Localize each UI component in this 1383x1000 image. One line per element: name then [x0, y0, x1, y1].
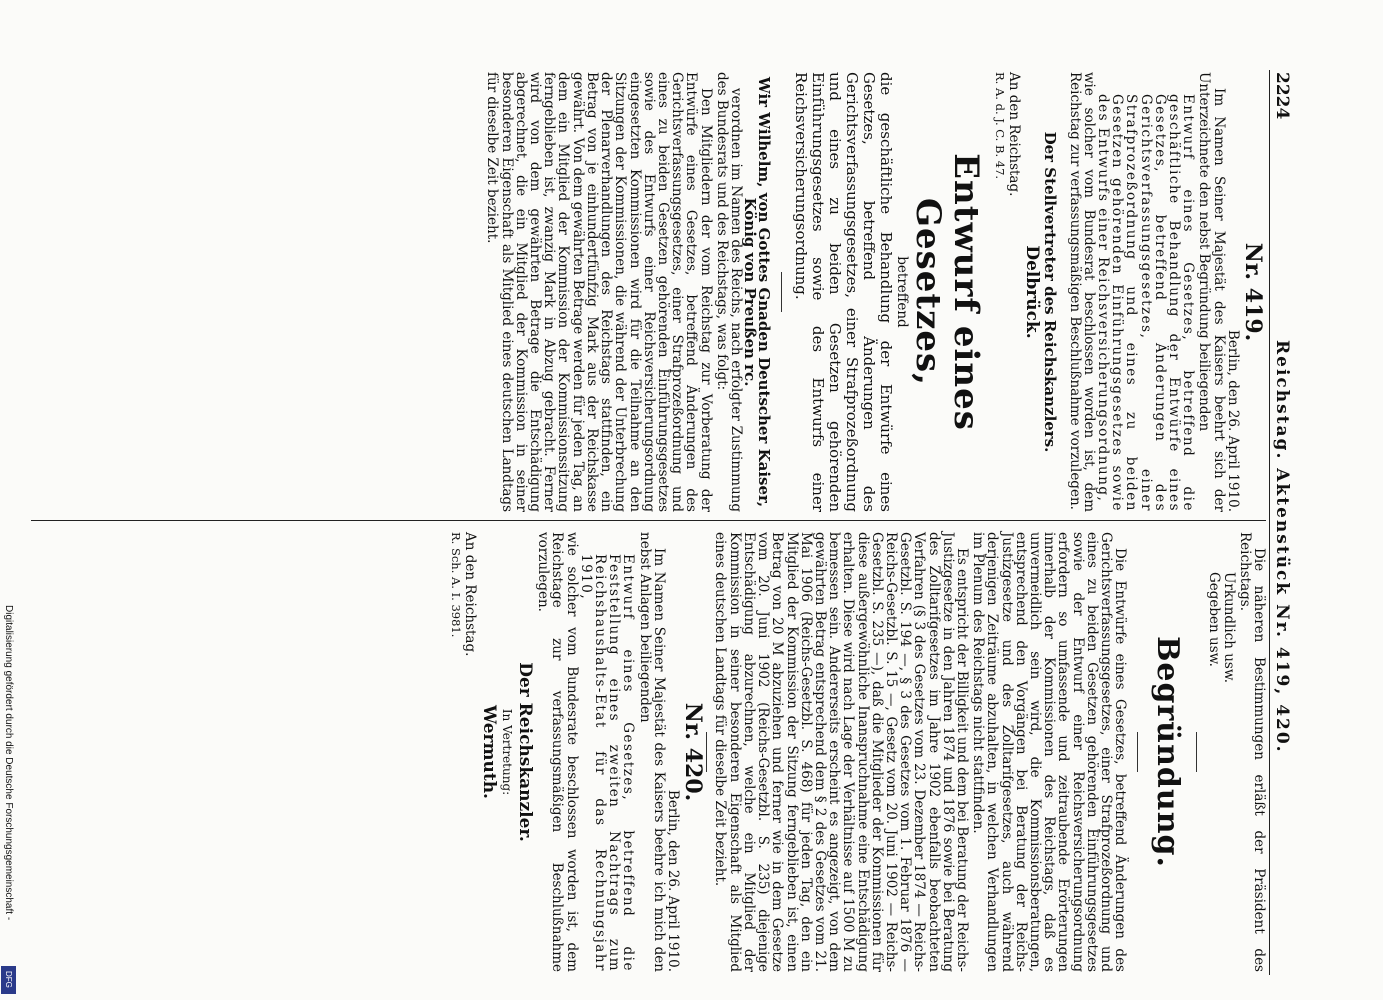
nr419-date: Berlin, den 26. April 1910. — [1224, 329, 1241, 512]
column-divider — [31, 520, 1266, 521]
page-header-title: Reichstag. Aktenstück Nr. 419, 420. — [1272, 340, 1292, 754]
cont-text: Die näheren Bestimmungen erläßt der Präsident des Reichstags. — [1236, 532, 1267, 972]
nr419-signer: Delbrück. — [1022, 245, 1043, 339]
nr419-signer-role: Der Stellvertreter des Reichskanzlers. — [1041, 131, 1060, 453]
gegeben: Gegeben usw. — [1206, 572, 1223, 667]
draft-subject: die geschäftliche Behandlung der Entwürfe eines Gesetzes, betreffend Änderungen des Gerichtsverfassungsgesetzes, einer Strafprozeßordnung und eines zu beiden Gesetzen gehörenden Einführungsgesetzes sowie des Entwurfs einer Reichsversicherungsordnung. — [792, 72, 896, 512]
draft-paragraph: Den Mitgliedern der vom Reichstag zur Vorberatung der Entwürfe eines Gesetzes, betreffend Änderungen des Gerichtsverfassungsgesetzes, einer Strafprozeßordnung und eines zu beiden Gesetzen gehörenden Einführungsgesetzes sowie des Entwurfs einer Reichsversicherungsordnung eingesetzten Kommissionen wird für die Teilnahme an den Sitzungen der Kommissionen, die während der Unterbrechung der Plenarverhandlungen des Reichstags stattfinden, ein Betrag von je einhundertfünfzig Mark aus der Reichskasse gewährt. Von dem gewährten Betrage werden für jeden Tag, an dem ein Mitglied der Kommission der Kommissionssitzung ferngeblieben ist, zwanzig Mark in Abzug gebracht. Ferner wird von dem gewährten Betrage die Entschädigung abgerechnet, die ein Mitglied der Kommission in seiner besonderen Eigenschaft als Mitglied eines deutschen Landtags für dieselbe Zeit bezieht. — [484, 72, 714, 512]
begruendung-p1: Die Entwürfe eines Gesetzes, betreffend Änderungen des Gerichtsverfassungsgesetzes, einer Strafprozeßordnung und eines zu beiden Gesetzen gehörenden Einführungsgesetzes sowie der Entwurf einer Reichsversicherungsordnung erfordern so umfassende und zeitraubende Erörterungen innerhalb der Kommissionen des Reichstags, daß es unvermeidlich sein wird, die Kommissionsberatungen, entsprechend den Vorgängen bei Beratung der Reichs-Justizgesetze und des Zolltarifgesetzes, auch während derjenigen Zeiträume abzuhalten, in welchen Verhandlungen im Plenum des Reichstags nicht stattfinden. — [970, 532, 1129, 972]
separator — [1196, 732, 1197, 772]
draft-wir: Wir Wilhelm, von Gottes Gnaden Deutscher Kaiser, König von Preußen rc. — [741, 76, 774, 508]
column-nr419 — [483, 72, 1266, 512]
header-rule — [1269, 70, 1270, 975]
nr420-body: wie solcher vom Bundesrate beschlossen worden ist, dem Reichstage zur verfassungsmäßigen Beschlußnahme vorzulegen. — [535, 532, 580, 972]
separator — [781, 272, 782, 312]
nr419-body: wie solcher vom Bundesrat beschlossen worden ist, dem Reichstag zur verfassungsmäßigen Beschlußnahme vorzulegen. — [1066, 72, 1097, 512]
nr420-ref: R. Sch. A. I. 3981. — [449, 532, 464, 638]
page-number: 2224 — [1272, 72, 1292, 120]
nr420-intro: Im Namen Seiner Majestät des Kaisers beehre ich mich den nebst Anlagen beiliegenden — [636, 532, 667, 972]
nr420-signer: Wermuth. — [478, 705, 499, 799]
separator — [1137, 732, 1138, 772]
draft-title: Entwurf eines Gesetzes, — [907, 153, 986, 431]
digitization-credit — [2, 605, 18, 995]
nr420-signer-role: Der Reichskanzler. — [515, 662, 536, 842]
draft-verordnen: verordnen im Namen des Reichs, nach erfolgter Zustimmung des Bundesrats und des Reichstags, was folgt: — [713, 72, 744, 512]
nr419-ref: R. A. d. J. C. B. 47. — [992, 72, 1007, 180]
nr419-addressee: An den Reichstag. — [1005, 72, 1022, 197]
credit-text: Digitalisierung gefördert durch die Deutsche Forschungsgemeinschaft - — [3, 605, 14, 921]
nr419-subject: Entwurf eines Gesetzes, betreffend die geschäftliche Behandlung der Entwürfe eines Gesetzes, betreffend Änderungen des Gerichtsverfassungsgesetzes, einer Strafprozeßordnung und eines zu beiden Gesetzen gehörenden Einführungsgesetzes sowie des Entwurfs einer Reichsversicherungsordnung, — [1094, 94, 1197, 512]
nr420-date: Berlin, den 26. April 1910. — [665, 789, 682, 972]
nr419-heading: Nr. 419. — [1240, 242, 1266, 342]
nr420-heading: Nr. 420. — [680, 702, 707, 802]
nr420-subject: Entwurf eines Gesetzes, betreffend die Feststellung eines zweiten Nachtrags zum Reichshaushalts-Etat für das Rechnungsjahr 1910, — [577, 554, 637, 972]
dfg-logo — [1, 966, 16, 994]
nr419-intro: Im Namen Seiner Majestät des Kaisers beehrt sich der Unterzeichnete den nebst Begründung beiliegenden — [1196, 72, 1227, 512]
separator — [706, 732, 707, 772]
nr420-vertretung: In Vertretung: — [499, 708, 514, 796]
begruendung-p2: Es entspricht der Billigkeit und dem bei Beratung der Reichs-Justizgesetze in den Jahren 1874 und 1876 sowie bei Beratung des Zolltarifgesetzes im Jahre 1902 ebenfalls beobachteten Verfahren (§ 3 des Gesetzes vom 23. Dezember 1874 — Reichs-Gesetzbl. S. 194 —, § 3 des Gesetzes vom 1. Februar 1876 — Reichs-Gesetzbl. S. 15 —, Gesetz vom 20. Juni 1902 — Reichs-Gesetzbl. S. 235 —), daß die Mitglieder der Kommissionen für diese außergewöhnliche Inanspruchnahme eine Entschädigung erhalten. Diese wird nach Lage der Verhältnisse auf 1500 M zu bemessen sein. Andererseits erscheint es angezeigt, von dem gewährten Betrag entsprechend dem § 2 des Gesetzes vom 21. Mai 1906 (Reichs-Gesetzbl. S. 468) für jeden Tag, den ein Mitglied der Kommission der Sitzung ferngeblieben ist, einen Betrag von 20 M abzuziehen und ferner wie in dem Gesetze vom 20. Juni 1902 (Reichs-Gesetzbl. S. 235) diejenige Entschädigung abzurechnen, welche ein Mitglied der Kommission in seiner besonderen Eigenschaft als Mitglied eines deutschen Landtags für dieselbe Zeit bezieht. — [712, 532, 970, 972]
draft-betreffend: betreffend — [893, 256, 910, 328]
column-right — [449, 532, 1266, 972]
urkundlich: Urkundlich usw. — [1220, 572, 1237, 684]
nr420-addressee: An den Reichstag. — [462, 532, 479, 657]
begruendung-heading: Begründung. — [1150, 636, 1186, 868]
dfg-logo-text: DFG — [4, 971, 13, 988]
